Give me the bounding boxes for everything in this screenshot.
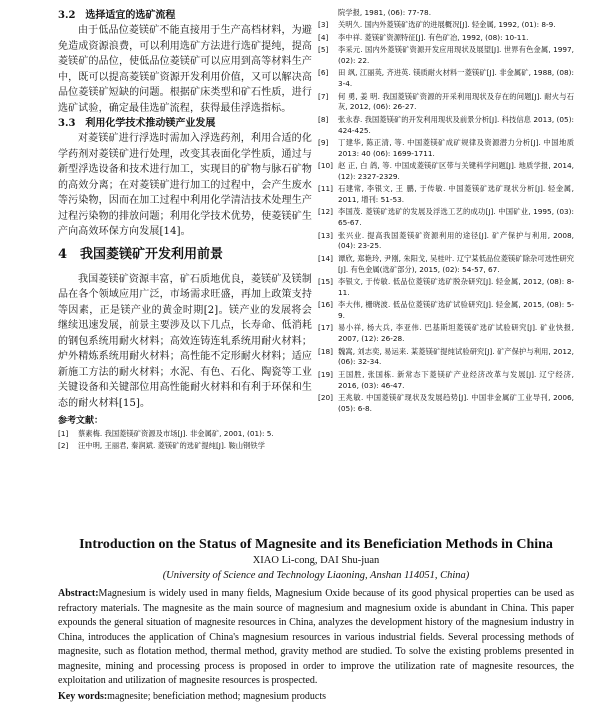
reference-number: [17] bbox=[318, 323, 333, 333]
reference-item bbox=[318, 393, 574, 415]
reference-text: 张兴业. 提高我国菱镁矿资源利用的途径[J]. 矿产保护与利用, 2008, (04): 23-25. bbox=[338, 230, 574, 251]
reference-item bbox=[318, 161, 574, 183]
reference-item bbox=[318, 8, 574, 19]
reference-item bbox=[318, 184, 574, 206]
reference-item bbox=[318, 68, 574, 90]
reference-number: [8] bbox=[318, 114, 329, 124]
left-column bbox=[58, 8, 312, 453]
section-4-heading: 4 我国菱镁矿开发利用前景 bbox=[58, 246, 224, 262]
reference-text: 谭欣, 郑艳玲, 尹刚, 朱阳戈, 吴桂叶. 辽宁某低品位菱镁矿除杂可选性研究[J]. 有色金属(选矿部分), 2015, (02): 54-57, 67. bbox=[338, 253, 574, 274]
reference-item bbox=[318, 138, 574, 160]
reference-text: 李大伟, 栅晓波. 低品位菱镁矿选矿试验研究[J]. 轻金属, 2015, (08): 5-9. bbox=[338, 300, 574, 321]
reference-item bbox=[318, 231, 574, 253]
reference-number: [10] bbox=[318, 161, 333, 171]
reference-item bbox=[318, 20, 574, 31]
english-keywords bbox=[58, 690, 574, 704]
reference-number: [1] bbox=[58, 429, 69, 438]
reference-text: 王国胜, 张国栋. 新常态下菱镁矿产业经济改革与发展[J]. 辽宁经济, 2016, (03): 46-47. bbox=[338, 369, 574, 390]
reference-number: [7] bbox=[318, 91, 329, 101]
references-heading: 参考文献： bbox=[58, 416, 104, 426]
reference-item bbox=[318, 277, 574, 299]
reference-text: 张永春. 我国菱镁矿的开发利用现状及前景分析[J]. 科技信息 2013, (05): 424-425. bbox=[338, 114, 574, 135]
reference-number: [16] bbox=[318, 300, 333, 310]
english-affiliation: (University of Science and Technology Liaoning, Anshan 114051, China) bbox=[162, 570, 470, 581]
reference-item bbox=[318, 92, 574, 114]
reference-text: 汪中明, 王丽君, 秦润斌. 菱镁矿的选矿提纯[J]. 鞍山钢铁学 bbox=[78, 440, 265, 450]
english-abstract bbox=[58, 587, 574, 689]
reference-number: [11] bbox=[318, 184, 333, 194]
section-3-3-heading: 3.3 利用化学技术推动镁产业发展 bbox=[58, 118, 216, 129]
reference-number: [4] bbox=[318, 32, 329, 42]
reference-text: 蔡素梅. 我国菱镁矿资源及市场[J]. 非金属矿, 2001, (01): 5. bbox=[78, 429, 274, 438]
reference-item bbox=[318, 300, 574, 322]
reference-text: 魏嵩, 刘志奕, 易运来. 某菱镁矿提纯试验研究[J]. 矿产保护与利用, 2012, (06): 32-34. bbox=[338, 346, 574, 367]
reference-text: 李采元. 国内外菱镁矿资源开发应用现状及展望[J]. 世界有色金属, 1997, (02): 22. bbox=[338, 45, 574, 65]
reference-number: [19] bbox=[318, 369, 333, 379]
keywords-text: magnesite; beneficiation method; magnesium products bbox=[107, 690, 327, 702]
abstract-text: Magnesium is widely used in many fields, Magnesium Oxide because of its good physical properties can be used as refractory materials. The magnesite as the main source of magnesium and magnesium oxide is abundant in China. This paper expounds the general situation of magnesite resources in China, analyzes the development history of the magnesium industry in China, introduces the application of China's magnesium resources in various industrial fields. Several processing methods of magnesite, such as flotation method, thermal method, gravity method are studied. To solve the existing problems presented in magnesite, mining and processing process is proposed in order to improve the utilization rate of magnesite resources, the exploitation and utilization of magnesite resources is prospected. bbox=[58, 588, 574, 686]
reference-number: [20] bbox=[318, 392, 333, 402]
english-title: Introduction on the Status of Magnesite and its Beneficiation Methods in China bbox=[79, 537, 553, 552]
reference-text: 院学报, 1981, (06): 77-78. bbox=[338, 8, 432, 17]
reference-list-right bbox=[318, 8, 574, 415]
reference-item bbox=[318, 207, 574, 229]
right-column bbox=[318, 8, 574, 416]
reference-item bbox=[318, 254, 574, 276]
reference-number: [13] bbox=[318, 230, 333, 240]
reference-number: [3] bbox=[318, 20, 329, 30]
reference-text: 关明久. 国内外菱镁矿选矿的进展概况[J]. 轻金属, 1992, (01): 8-9. bbox=[338, 20, 556, 30]
reference-item bbox=[58, 441, 312, 452]
section-4-paragraph: 我国菱镁矿资源丰富，矿石质地优良，菱镁矿及镁制品在各个领域应用广泛，市场需求旺盛，再加上政策支持等因素，正是镁产业的黄金时期[2]。镁产业的发展将会继续迅速发展，前景主要涉及以下几点，长寿命、低消耗的钢包系统用耐火材料；高效连铸连轧系统用耐火材料；炉外精炼系统用耐火材料；高性能不定形耐火材料；适应新施工方法的耐火材料；水泥、有色、石化、陶瓷等工业关键设备和关键部位用高性能耐火材料和有利于环保和生态的耐火材料[15]。 bbox=[58, 273, 312, 409]
reference-number: [6] bbox=[318, 68, 329, 78]
reference-text: 田 飒, 江丽英, 齐进英. 镁质耐火材料一菱镁矿[J]. 非金属矿, 1988, (08): 3-4. bbox=[338, 68, 574, 89]
reference-number: [12] bbox=[318, 207, 333, 217]
english-abstract-block bbox=[58, 536, 574, 704]
section-3-2-paragraph: 由于低品位菱镁矿不能直接用于生产高档材料，为避免造成资源浪费，可以利用选矿方法进行选矿提纯，提高菱镁矿的品位，使低品位菱镁矿可以应用到高等材料生产中，既可以提高菱镁矿资源开发利用价值，又可以解决高品位菱镁矿短缺的问题。根据矿床类型和矿石性质，进行选矿试验，确定最佳选矿流程，获得最佳浮选指标。 bbox=[58, 25, 312, 114]
reference-text: 李银文, 于传敏. 低品位菱镁矿选矿脱杂研究[J]. 轻金属, 2012, (08): 8-11. bbox=[338, 277, 574, 297]
reference-text: 丁建华, 陈正清, 等. 中国菱镁矿成矿规律及资源潜力分析[J]. 中国地质 2013: 40 (06): 1699-1711. bbox=[338, 137, 574, 158]
reference-list-left bbox=[58, 429, 312, 452]
reference-item bbox=[318, 347, 574, 369]
reference-text: 易小祥, 杨大兵, 李亚伟. 巴基斯坦菱镁矿选矿试验研究[J]. 矿业快报, 2007, (12): 26-28. bbox=[338, 323, 574, 344]
reference-item bbox=[318, 33, 574, 44]
reference-number bbox=[318, 8, 338, 19]
reference-number: [9] bbox=[318, 137, 329, 147]
reference-text: 赵 正, 白 鸽, 等. 中国成菱镁矿区带与关键科学问题[J]. 地质学报, 2014, (12): 2327-2329. bbox=[338, 161, 574, 181]
keywords-label: Key words: bbox=[58, 690, 108, 702]
section-3-3-paragraph: 对菱镁矿进行浮选时需加入浮选药剂，利用合适的化学药剂对菱镁矿进行处理，改变其表面化学性质，通过与新型浮选设备和技术进行加工，实现目的矿物与脉石矿物的高效分离；在对菱镁矿进行加工的过程中，会产生废水等污染物，因而在加工过程中利用化学清洁技术处理生产过程污染物的排放问题；利用化学技术优势，使菱镁矿生产向高效环保方向发展[14]。 bbox=[58, 133, 312, 237]
reference-text: 何 勇, 姜 明. 我国菱镁矿资源的开采利用现状及存在的问题[J]. 耐火与石灰, 2012, (06): 26-27. bbox=[338, 91, 574, 112]
reference-item bbox=[58, 429, 312, 440]
reference-text: 石建常, 李银文, 王 鹏, 于传敏. 中国菱镁矿选矿现状分析[J]. 轻金属, 2011, 增刊: 51-53. bbox=[338, 184, 574, 205]
reference-number: [15] bbox=[318, 277, 333, 287]
reference-text: 王兆敏. 中国菱镁矿现状及发展趋势[J]. 中国非金属矿工业导刊, 2006, (05): 6-8. bbox=[338, 392, 574, 413]
reference-number: [2] bbox=[58, 440, 69, 450]
reference-number: [5] bbox=[318, 45, 329, 55]
reference-number: [18] bbox=[318, 346, 333, 356]
reference-number: [14] bbox=[318, 253, 333, 263]
abstract-label: Abstract: bbox=[58, 588, 99, 599]
reference-item bbox=[318, 115, 574, 137]
reference-text: 李国茂. 菱镁矿选矿的发展及浮选工艺的成功[J]. 中国矿业, 1995, (03): 65-67. bbox=[338, 207, 574, 228]
english-authors: XIAO Li-cong, DAI Shu-juan bbox=[252, 555, 380, 566]
reference-item bbox=[318, 323, 574, 345]
section-3-2-heading: 3.2 选择适宜的选矿流程 bbox=[58, 10, 176, 21]
reference-item bbox=[318, 370, 574, 392]
reference-item bbox=[318, 45, 574, 67]
reference-text: 李中祥. 菱镁矿资源特征[J]. 有色矿冶, 1992, (08): 10-11. bbox=[338, 32, 529, 42]
